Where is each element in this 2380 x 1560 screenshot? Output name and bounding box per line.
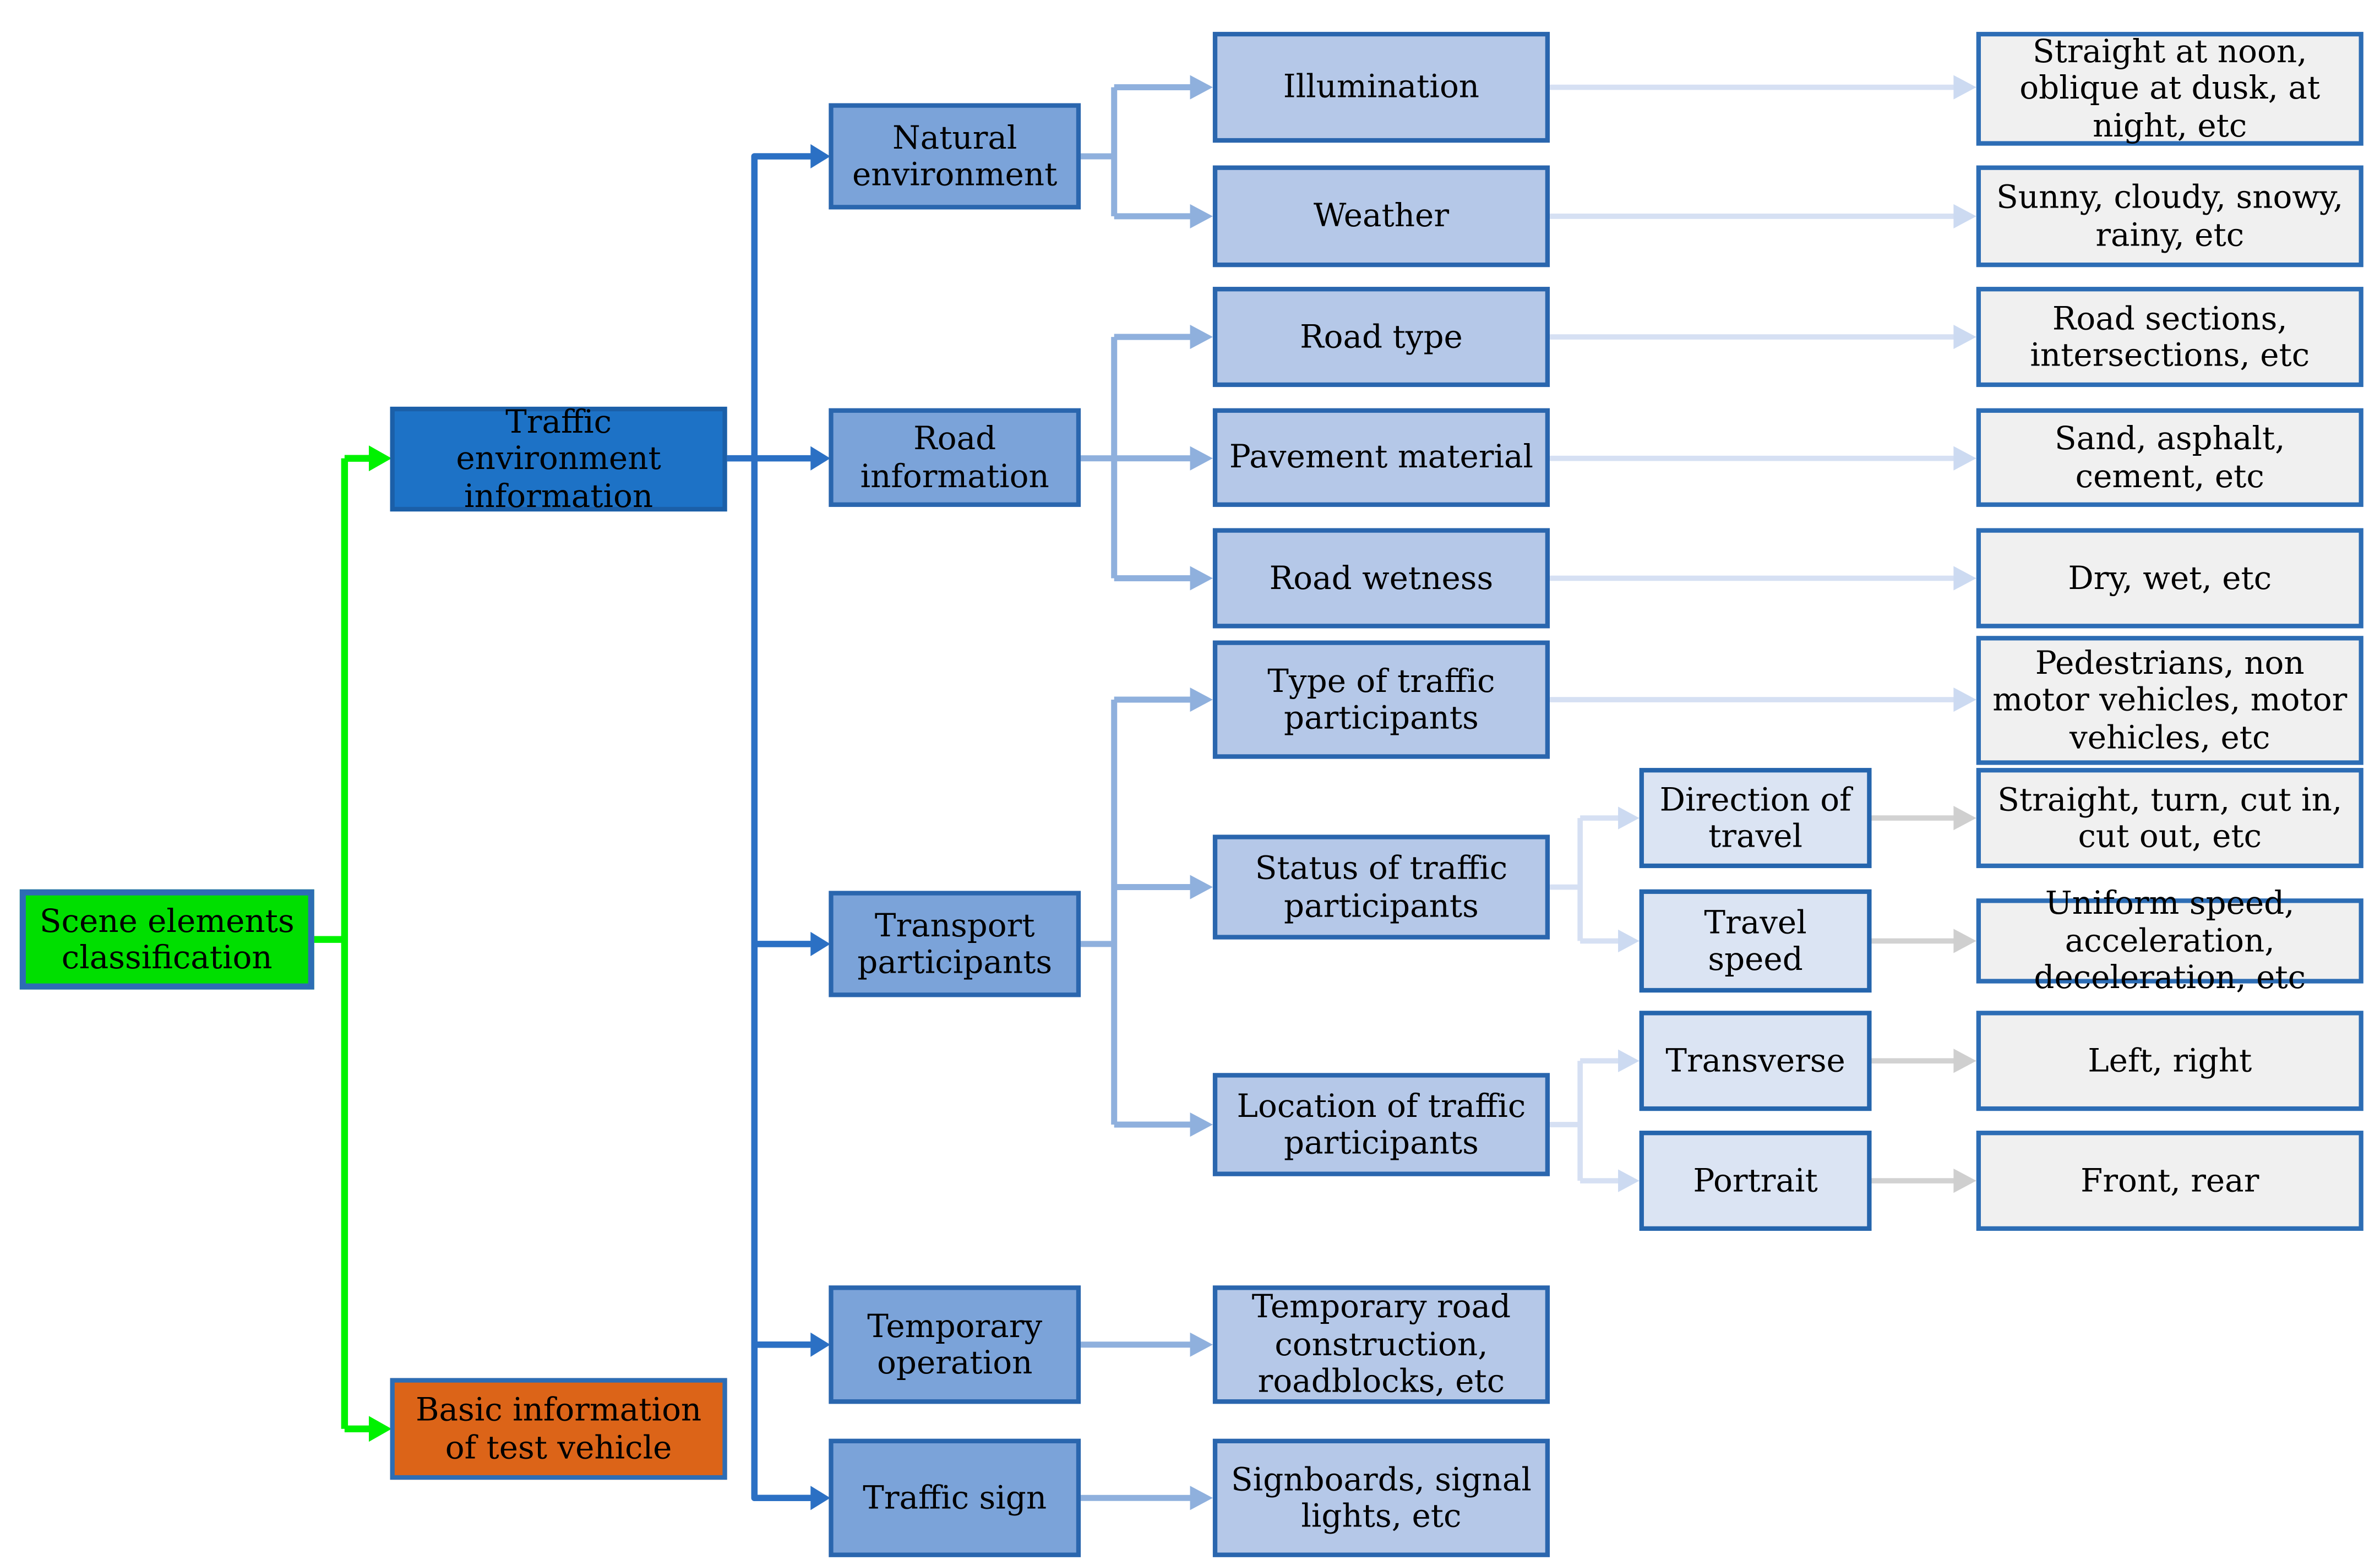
desc-weather: Sunny, cloudy, snowy, rainy, etc <box>1976 166 2363 268</box>
node-portrait: Portrait <box>1640 1131 1872 1231</box>
node-traffic-sign: Traffic sign <box>829 1439 1081 1557</box>
node-pavement-material: Pavement material <box>1213 408 1550 507</box>
desc-road-wetness: Dry, wet, etc <box>1976 528 2363 628</box>
node-signboards-signal-lights: Signboards, signal lights, etc <box>1213 1439 1550 1557</box>
node-road-wetness: Road wetness <box>1213 528 1550 628</box>
node-transverse: Transverse <box>1640 1011 1872 1111</box>
node-road-information: Road information <box>829 408 1081 507</box>
edge-group-gray <box>1872 806 1976 1193</box>
node-road-type: Road type <box>1213 287 1550 387</box>
node-traffic-environment-information: Traffic environment information <box>390 407 727 511</box>
node-scene-elements-classification: Scene elements classification <box>20 890 314 990</box>
edge-group-root-green <box>314 445 392 1442</box>
node-direction-of-travel: Direction of travel <box>1640 768 1872 868</box>
node-natural-environment: Natural environment <box>829 103 1081 209</box>
desc-travel-speed: Uniform speed, acceleration, deceleration, etc <box>1976 898 2363 983</box>
desc-illumination: Straight at noon, oblique at dusk, at night, etc <box>1976 32 2363 146</box>
node-illumination: Illumination <box>1213 32 1550 143</box>
node-status-of-traffic-participants: Status of traffic participants <box>1213 834 1550 939</box>
node-basic-information-of-test-vehicle: Basic information of test vehicle <box>390 1378 727 1480</box>
node-weather: Weather <box>1213 166 1550 268</box>
edge-group-mid-blue <box>1081 75 1213 1510</box>
node-travel-speed: Travel speed <box>1640 890 1872 992</box>
desc-direction-of-travel: Straight, turn, cut in, cut out, etc <box>1976 768 2363 868</box>
node-transport-participants: Transport participants <box>829 891 1081 997</box>
desc-portrait: Front, rear <box>1976 1131 2363 1231</box>
desc-road-type: Road sections, intersections, etc <box>1976 287 2363 387</box>
desc-type-of-traffic-participants: Pedestrians, non motor vehicles, motor vehicles, etc <box>1976 636 2363 765</box>
edge-group-spine-dark-blue <box>727 144 830 1510</box>
node-temporary-operation: Temporary operation <box>829 1285 1081 1404</box>
node-type-of-traffic-participants: Type of traffic participants <box>1213 640 1550 759</box>
desc-pavement-material: Sand, asphalt, cement, etc <box>1976 408 2363 507</box>
node-location-of-traffic-participants: Location of traffic participants <box>1213 1073 1550 1176</box>
desc-transverse: Left, right <box>1976 1011 2363 1111</box>
node-temporary-road-construction: Temporary road construction, roadblocks, etc <box>1213 1285 1550 1404</box>
